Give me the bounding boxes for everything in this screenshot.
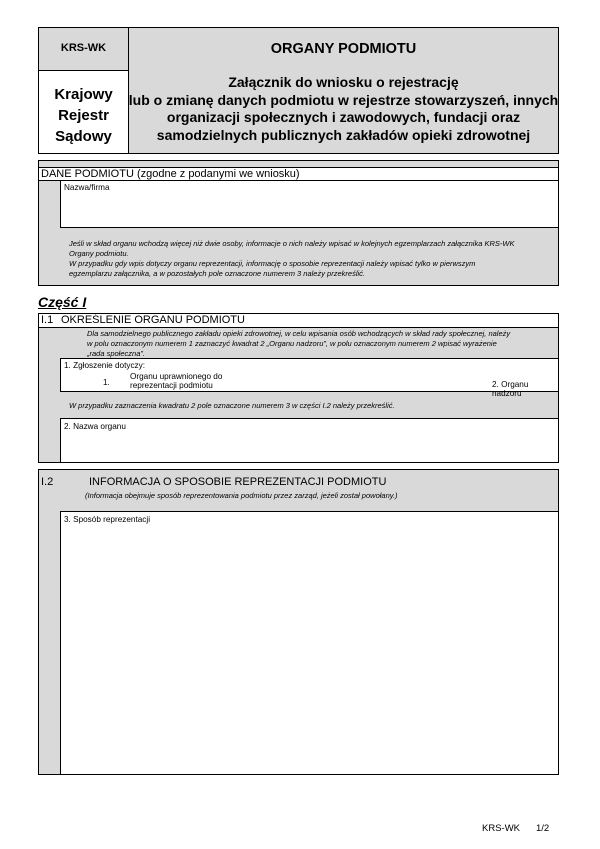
form-subtitle-line-3: organizacji społecznych i zawodowych, fundacji oraz [166,109,521,125]
option2-label[interactable]: 2. Organu nadzoru [492,380,529,398]
option1-number: 1. [103,378,110,387]
entity-section [38,160,559,286]
form-code: KRS-WK [60,42,107,54]
entity-note-line-1: Jeśli w skład organu wchodzą więcej niż dwie osoby, informacje o nich należy wpisać w kolejnych egzemplarzach załącznika KRS-WK [69,239,515,248]
court-name-line-2: Rejestr [58,107,109,124]
section-i1 [38,313,559,463]
entity-note-line-3: W przypadku gdy wpis dotyczy organu reprezentacji, informację o sposobie reprezentacji należy wpisać tylko w pierwszym [69,259,476,268]
section-i2-note: (Informacja obejmuje sposób reprezentowania podmiotu przez zarząd, jeżeli został powołany.) [85,491,398,500]
section-i1-note-line-2: w polu oznaczonym numerem 1 zaznaczyć kwadrat 2 „Organu nadzoru”, w polu oznaczonym numerem 2 wpisać wyrażenie [87,339,497,348]
footer-form-code: KRS-WK [482,823,520,834]
section-i1-note-line-3: „rada społeczna”. [87,349,145,358]
part-title: Część I [38,294,87,310]
option1-label-line-2: reprezentacji podmiotu [130,381,213,390]
section-i1-note2: W przypadku zaznaczenia kwadratu 2 pole oznaczone numerem 3 w części I.2 należy przekreślić. [69,401,395,410]
section-i2-heading: INFORMACJA O SPOSOBIE REPREZENTACJI PODMIOTU [89,476,387,488]
submission-type-field [60,358,558,398]
submission-type-label: 1. Zgłoszenie dotyczy: [64,361,146,370]
representation-label: 3. Sposób reprezentacji [64,515,151,524]
form-subtitle-line-1: Załącznik do wniosku o rejestrację [228,74,459,90]
organ-name-field[interactable] [60,418,558,462]
entity-name-field[interactable] [60,181,558,228]
representation-field[interactable] [60,511,558,774]
entity-note-line-4: egzemplarzu załącznika, a w pozostałych pole oznaczone numerem 3 należy przekreślić. [69,269,365,278]
entity-note-line-2: Organy podmiotu. [69,249,129,258]
section-i2-number: I.2 [41,476,54,488]
header-code-box [38,27,129,71]
entity-note [69,239,554,279]
entity-heading: DANE PODMIOTU (zgodne z podanymi we wniosku) [41,168,300,180]
footer-page-number: 1/2 [536,823,550,834]
court-name-box [38,70,129,154]
header-title-box [128,27,559,154]
court-name-line-1: Krajowy [54,86,113,103]
option1-checkbox[interactable] [115,376,125,386]
option1-label[interactable] [130,372,222,390]
option1-label-line-1: Organu uprawnionego do [130,372,223,381]
section-i1-heading-row [39,314,558,328]
section-i1-number: I.1 [41,314,54,326]
organ-name-label: 2. Nazwa organu [64,422,126,431]
section-i1-note [87,329,555,359]
section-i1-note-line-1: Dla samodzielnego publicznego zakładu opieki zdrowotnej, w celu wpisania osób wchodzących w skład rady społecznej, należy [87,329,511,338]
section-i2 [38,469,559,775]
entity-heading-row [39,167,558,181]
section-i1-heading: OKREŚLENIE ORGANU PODMIOTU [61,314,245,326]
form-subtitle-line-4: samodzielnych publicznych zakładów opieki zdrowotnej [156,126,531,143]
entity-name-label: Nazwa/firma [64,183,110,192]
form-title: ORGANY PODMIOTU [270,41,417,57]
form-subtitle-line-2: lub o zmianę danych podmiotu w rejestrze stowarzyszeń, innych [128,91,559,108]
court-name-line-3: Sądowy [55,128,112,145]
